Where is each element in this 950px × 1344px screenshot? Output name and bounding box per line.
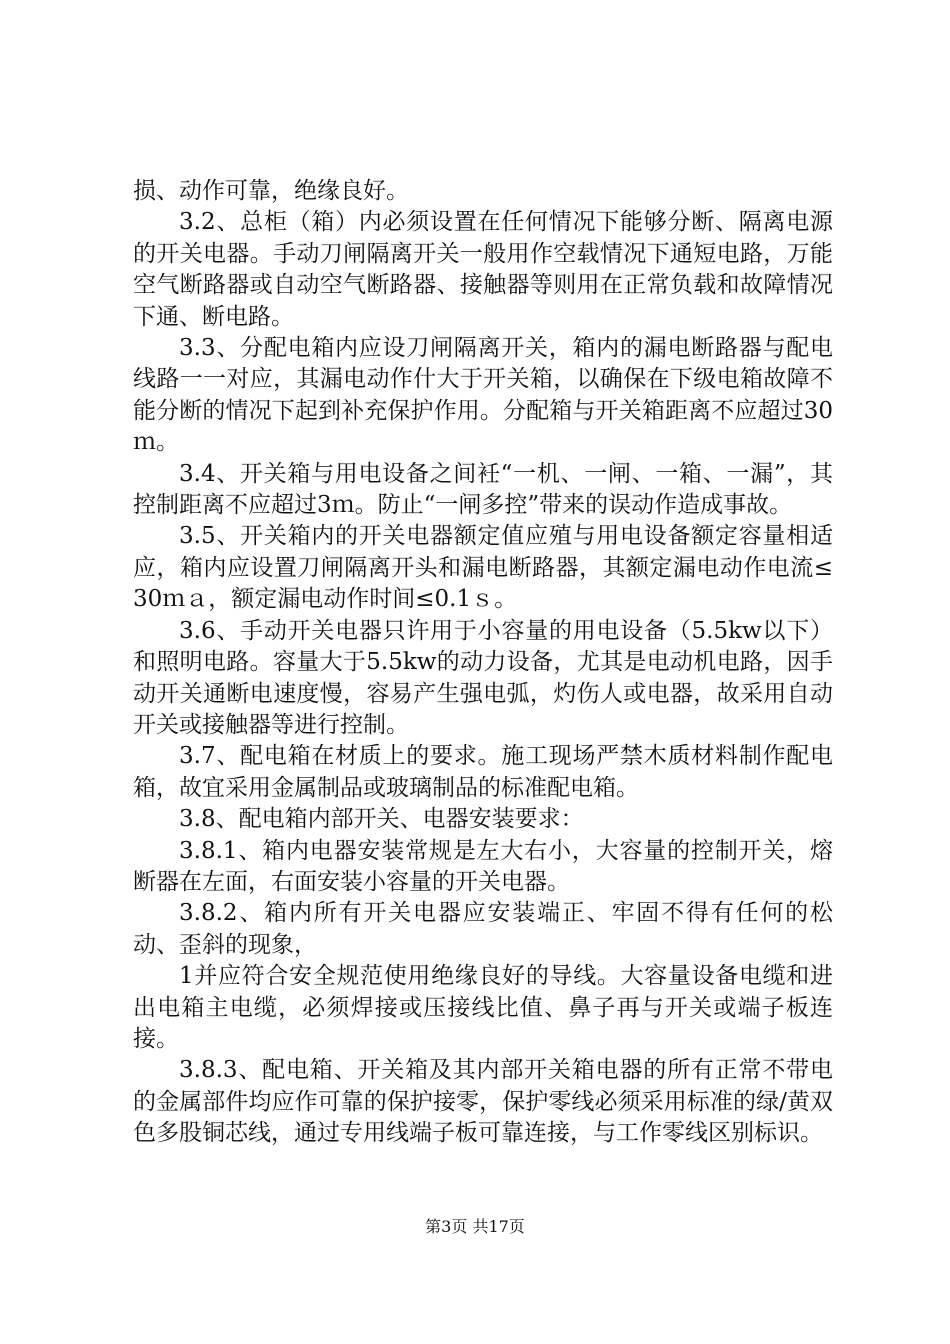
paragraph-1: 1并应符合安全规范使用绝缘良好的导线。大容量设备电缆和进出电箱主电缆，必须焊接或压接线比值、鼻子再与开关或端子板连接。: [133, 963, 833, 1052]
page-number-footer: 第3页 共17页: [425, 1217, 525, 1236]
paragraph-3-8-1: 3.8.1、箱内电器安装常规是左大右小，大容量的控制开关，熔断器在左面，右面安装小容量的开关电器。: [133, 837, 833, 895]
paragraph-3-4: 3.4、开关箱与用电设备之间衽“一机、一闸、一箱、一漏”，其控制距离不应超过3ｍ。防止“一闸多控”带来的误动作造成事故。: [133, 460, 833, 519]
paragraph-3-2: 3.2、总柜（箱）内必须设置在任何情况下能够分断、隔离电源的开关电器。手动刀闸隔离开关一般用作空载情况下通短电路，万能空气断路器或自动空气断路器、接触器等则用在正常负载和故障情况下通、断电路。: [133, 209, 833, 330]
paragraph-3-8-2: 3.8.2、箱内所有开关电器应安装端正、牢固不得有任何的松动、歪斜的现象，: [133, 900, 833, 958]
paragraph-3-8-3: 3.8.3、配电箱、开关箱及其内部开关箱电器的所有正常不带电的金属部件均应作可靠的保护接零，保护零线必须采用标准的绿/黄双色多股铜芯线，通过专用线端子板可靠连接，与工作零线区别标识。: [133, 1057, 833, 1147]
paragraph-3-7: 3.7、配电箱在材质上的要求。施工现场严禁木质材料制作配电箱，故宜采用金属制品或玻璃制品的标准配电箱。: [133, 743, 833, 801]
document-body: [133, 176, 833, 1150]
paragraph-continuation: 损、动作可靠，绝缘良好。: [133, 178, 409, 204]
paragraph-3-5: 3.5、开关箱内的开关电器额定值应殖与用电设备额定容量相适应，箱内应设置刀闸隔离开头和漏电断路器，其额定漏电动作电流≤30ｍａ，额定漏电动作时间≤0.1ｓ。: [133, 523, 833, 613]
paragraph-3-6: 3.6、手动开关电器只许用于小容量的用电设备（5.5kw以下）和照明电路。容量大于5.5kw的动力设备，尤其是电动机电路，因手动开关通断电速度慢，容易产生强电弧，灼伤人或电器，故采用自动开关或接触器等进行控制。: [133, 617, 833, 738]
paragraph-3-8: 3.8、配电箱内部开关、电器安装要求：: [179, 806, 584, 833]
paragraph-3-3: 3.3、分配电箱内应设刀闸隔离开关，箱内的漏电断路器与配电线路一一对应，其漏电动作什大于开关箱，以确保在下级电箱故障不能分断的情况下起到补充保护作用。分配箱与开关箱距离不应超过30ｍ。: [133, 335, 833, 456]
